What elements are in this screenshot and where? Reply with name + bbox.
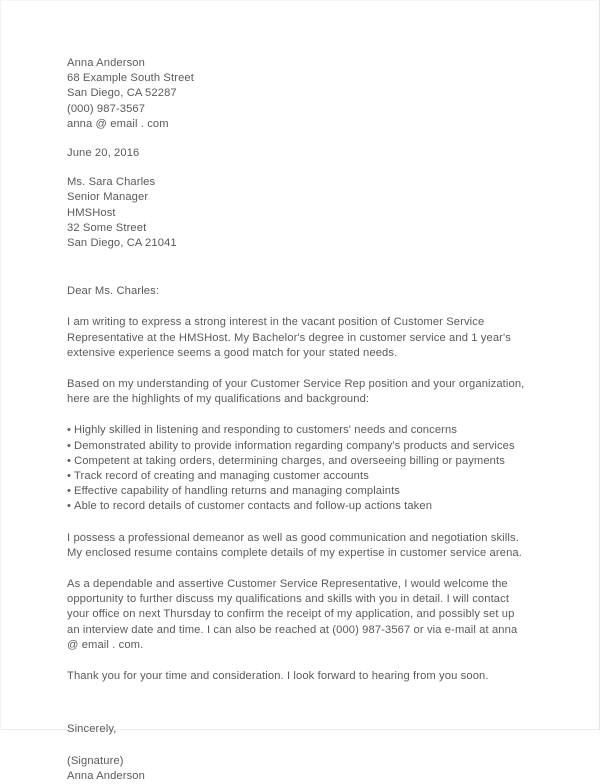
spacer-after-recipient xyxy=(67,251,529,284)
list-item-text: Demonstrated ability to provide information regarding company's products and services xyxy=(74,439,515,452)
list-item-text: Able to record details of customer contacts and follow-up actions taken xyxy=(74,500,433,513)
recipient-address-block xyxy=(67,175,529,251)
letter-date: June 20, 2016 xyxy=(67,147,140,160)
list-item-text: Competent at taking orders, determining charges, and overseeing billing or payments xyxy=(74,454,505,467)
sender-phone: (000) 987-3567 xyxy=(67,102,146,115)
spacer-before-bullets xyxy=(67,407,529,423)
sender-email: anna @ email . com xyxy=(67,117,169,130)
list-item xyxy=(67,499,529,514)
list-item-text: Track record of creating and managing customer accounts xyxy=(74,470,369,483)
qualification-bullet-list xyxy=(67,423,529,514)
sender-name: Anna Anderson xyxy=(67,57,145,69)
recipient-city-state-zip: San Diego, CA 21041 xyxy=(67,237,177,250)
spacer-after-sign-off xyxy=(67,738,529,754)
bullet-marker-icon: • xyxy=(67,500,72,513)
paragraph-demeanor: I possess a professional demeanor as well as good communication and negotiation skills. My enclosed resume contains complete details of my expertise in customer service arena. xyxy=(67,531,522,559)
signature-block xyxy=(67,754,529,784)
recipient-company: HMSHost xyxy=(67,206,116,219)
spacer-before-closing xyxy=(67,684,529,722)
list-item xyxy=(67,469,529,484)
sign-off: Sincerely, xyxy=(67,723,117,736)
salutation: Dear Ms. Charles: xyxy=(67,285,160,298)
sender-address-block xyxy=(67,56,529,132)
bullet-marker-icon: • xyxy=(67,424,72,437)
spacer-after-bullets xyxy=(67,515,529,531)
paragraph-intro: I am writing to express a strong interest in the vacant position of Customer Service Representative at the HMSHost. My Bachelor's degree in customer service and 1 year's extensive experience seems a good match for your stated needs. xyxy=(67,316,511,359)
bullet-marker-icon: • xyxy=(67,470,72,483)
spacer-after-intro xyxy=(67,361,529,377)
letter-body xyxy=(67,56,529,784)
signer-name: Anna Anderson xyxy=(67,769,145,782)
list-item xyxy=(67,439,529,454)
list-item-text: Highly skilled in listening and responding to customers' needs and concerns xyxy=(74,424,458,437)
list-item-text: Effective capability of handling returns and managing complaints xyxy=(74,485,400,498)
bullet-marker-icon: • xyxy=(67,454,72,467)
signature-placeholder: (Signature) xyxy=(67,754,124,767)
spacer-after-demeanor xyxy=(67,561,529,577)
list-item xyxy=(67,454,529,469)
list-item xyxy=(67,423,529,438)
bullet-marker-icon: • xyxy=(67,439,72,452)
recipient-name: Ms. Sara Charles xyxy=(67,176,156,189)
spacer-after-sender xyxy=(67,132,529,146)
sender-city-state-zip: San Diego, CA 52287 xyxy=(67,87,177,100)
list-item xyxy=(67,484,529,499)
spacer-after-date xyxy=(67,161,529,175)
paragraph-dependable: As a dependable and assertive Customer Service Representative, I would welcome the opportunity to further discuss my qualifications and skills with you in detail. I will contact your office on next Thursday to confirm the receipt of my application, and possibly set up an interview date and time. I can also be reached at (000) 987-3567 or via e-mail at anna @ email . com. xyxy=(67,578,518,651)
paragraph-highlights-lead: Based on my understanding of your Customer Service Rep position and your organization, here are the highlights of my qualifications and background: xyxy=(67,378,525,406)
sender-street: 68 Example South Street xyxy=(67,72,194,85)
spacer-after-dependable xyxy=(67,653,529,669)
recipient-street: 32 Some Street xyxy=(67,221,147,234)
paragraph-thanks: Thank you for your time and consideration. I look forward to hearing from you soon. xyxy=(67,670,489,683)
spacer-after-salutation xyxy=(67,299,529,315)
recipient-title: Senior Manager xyxy=(67,191,149,204)
bullet-marker-icon: • xyxy=(67,485,72,498)
